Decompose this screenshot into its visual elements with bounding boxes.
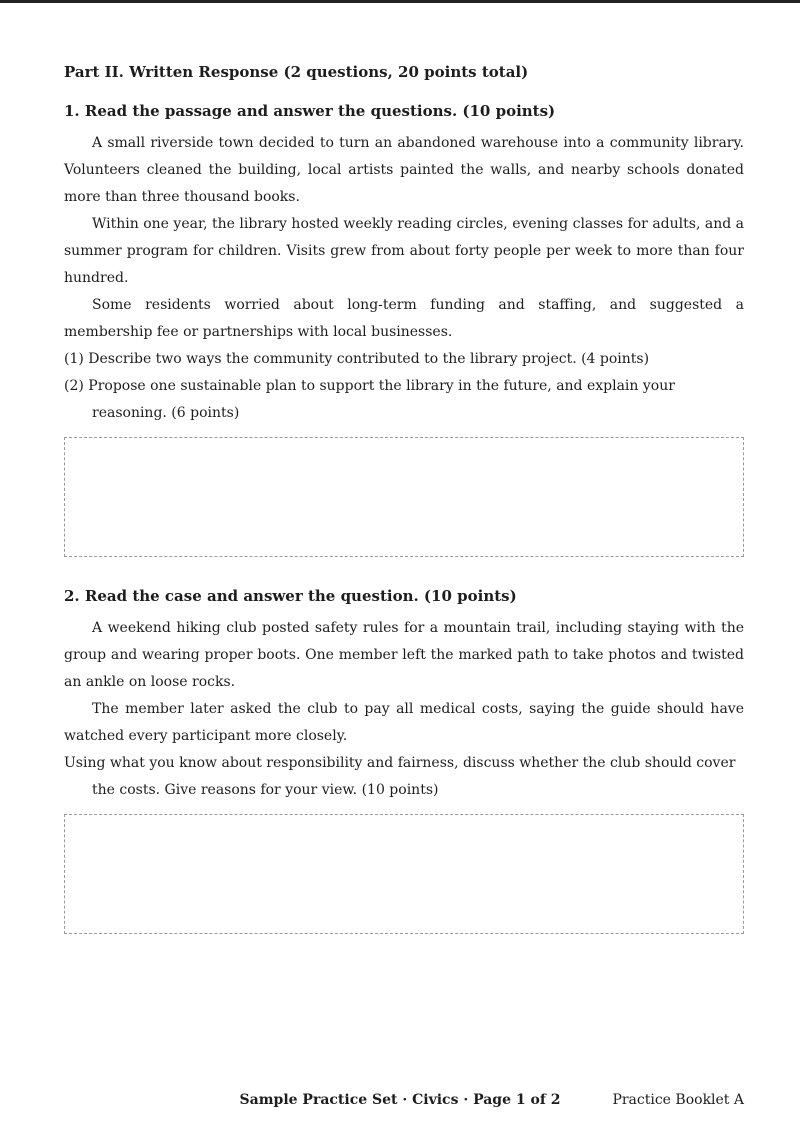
question-1-paragraph: Some residents worried about long-term funding and staffing, and suggested a membership fee or partnerships with local businesses. (64, 297, 744, 340)
footer-label: Sample Practice Set · Civics · Page 1 of 2 (239, 1092, 561, 1108)
question-2-paragraph: The member later asked the club to pay all medical costs, saying the guide should have watched every participant more closely. (64, 701, 744, 744)
answer-space[interactable] (64, 437, 744, 557)
question-1-paragraph: Within one year, the library hosted weekly reading circles, evening classes for adults, and a summer program for children. Visits grew from about forty people per week to more than four hundred. (64, 216, 744, 286)
question-1-heading: 1. Read the passage and answer the questions. (10 points) (64, 102, 556, 120)
answer-space[interactable] (64, 814, 744, 934)
question-1 (64, 98, 744, 557)
footer-code: Practice Booklet A (612, 1092, 744, 1108)
top-edge (0, 0, 800, 3)
section-title: Part II. Written Response (2 questions, 20 points total) (64, 63, 529, 81)
question-2-task: Using what you know about responsibility and fairness, discuss whether the club should cover the costs. Give reasons for your view. (10 points) (64, 755, 736, 798)
question-1-task: (1) Describe two ways the community contributed to the library project. (4 points) (64, 351, 650, 367)
page-footer (0, 1092, 800, 1108)
question-2-heading: 2. Read the case and answer the question. (10 points) (64, 587, 517, 605)
question-2-paragraph: A weekend hiking club posted safety rules for a mountain trail, including staying with the group and wearing proper boots. One member left the marked path to take photos and twisted an ankle on loose rocks. (64, 620, 744, 690)
question-1-paragraph: A small riverside town decided to turn an abandoned warehouse into a community library. Volunteers cleaned the building, local artists painted the walls, and nearby schools donated more than three thousand books. (64, 135, 744, 205)
question-2 (64, 583, 744, 934)
question-1-task: (2) Propose one sustainable plan to support the library in the future, and explain your reasoning. (6 points) (64, 378, 675, 421)
